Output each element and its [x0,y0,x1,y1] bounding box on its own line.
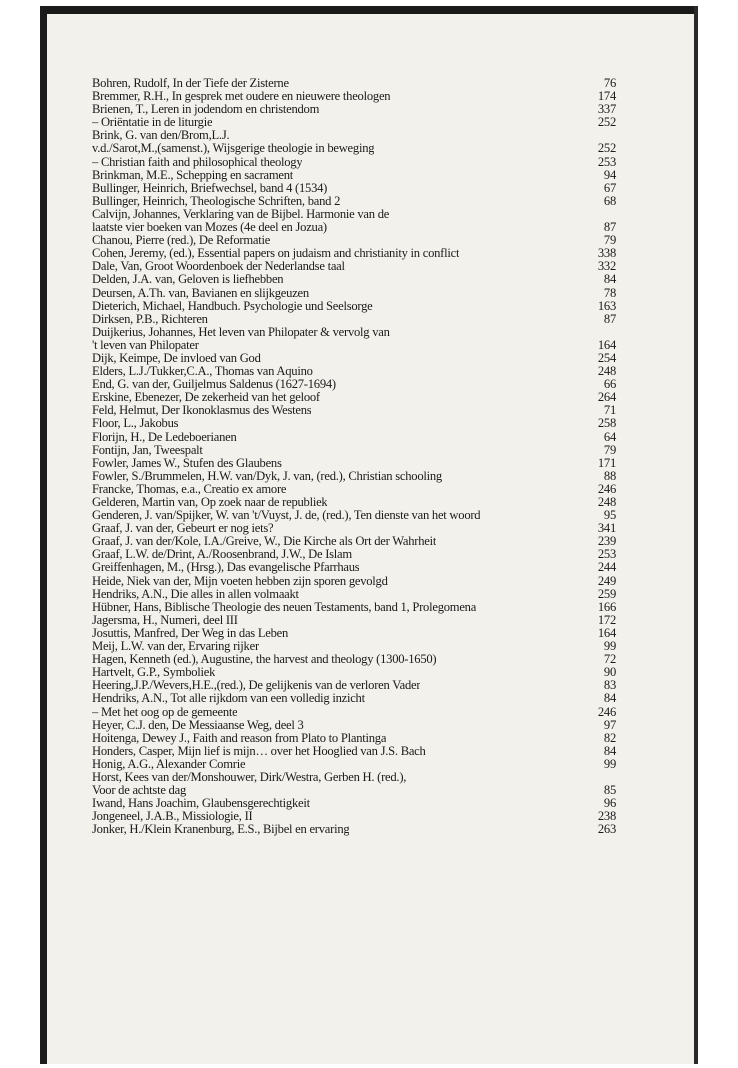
index-entry [92,797,616,810]
index-entry [92,103,616,116]
index-entry [92,208,616,221]
entry-page-number: 83 [603,678,616,693]
entry-text: Graaf, J. van der/Kole, I.A./Greive, W., Die Kirche als Ort der Wahrheit [92,535,437,549]
index-entry [92,300,616,313]
index-entry [92,352,616,365]
entry-page-number: 87 [603,311,616,326]
entry-page-number: 76 [603,76,616,90]
entry-text: Jonker, H./Klein Kranenburg, E.S., Bijbel en ervaring [92,823,350,837]
entry-page-number: 99 [603,756,616,771]
index-entry [92,326,616,339]
entry-text: Graaf, L.W. de/Drint, A./Roosenbrand, J.W., De Islam [92,548,352,562]
index-entry [92,457,616,470]
index-entry [92,287,616,300]
entry-page-number: 248 [597,364,616,379]
index-entry [92,169,616,182]
entry-text: End, G. van der, Guiljelmus Saldenus (1627-1694) [92,378,336,392]
entry-page-number: 254 [597,350,616,365]
entry-page-number: 338 [597,246,616,261]
entry-text: Honders, Casper, Mijn lief is mijn… over het Hooglied van J.S. Bach [92,744,426,758]
entry-page-number: 253 [597,547,616,562]
entry-page-number: 67 [603,180,616,195]
entry-text: Brink, G. van den/Brom,L.J. [92,129,230,143]
entry-page-number: 246 [597,481,616,496]
entry-text: Elders, L.J./Tukker,C.A., Thomas van Aquino [92,365,313,379]
index-entry [92,195,616,208]
entry-page-number: 82 [603,730,616,745]
entry-text: Bullinger, Heinrich, Theologische Schriften, band 2 [92,194,341,208]
index-entry [92,810,616,823]
entry-text: Gelderen, Martin van, Op zoek naar de republiek [92,496,328,509]
entry-page-number: 337 [597,102,616,117]
entry-page-number: 85 [603,783,616,798]
index-entry [92,417,616,430]
entry-text: Dale, Van, Groot Woordenboek der Nederlandse taal [92,260,345,274]
index-entry [92,575,616,588]
entry-text: Francke, Thomas, e.a., Creatio ex amore [92,482,287,496]
index-entry [92,444,616,457]
index-entry [92,431,616,444]
entry-page-number: 263 [597,822,616,837]
entry-text: Jagersma, H., Numeri, deel III [92,613,238,627]
index-entry [92,614,616,627]
entry-text: Hagen, Kenneth (ed.), Augustine, the harvest and theology (1300-1650) [92,653,437,667]
index-entry [92,706,616,719]
entry-text: Dieterich, Michael, Handbuch. Psychologie und Seelsorge [92,299,373,313]
index-entry [92,561,616,574]
entry-text: Brienen, T., Leren in jodendom en christendom [92,103,320,117]
entry-text: Hübner, Hans, Biblische Theologie des neuen Testaments, band 1, Prolegomena [92,600,477,614]
scan-border-top [40,6,698,14]
entry-page-number: 84 [603,691,616,706]
entry-text: Cohen, Jeremy, (ed.), Essential papers on judaism and christianity in conflict [92,247,460,261]
index-entry [92,365,616,378]
entry-page-number: 94 [603,167,616,182]
entry-text: – Met het oog op de gemeente [92,705,238,719]
entry-text: Deursen, A.Th. van, Bavianen en slijkgeuzen [92,286,309,300]
entry-page-number: 174 [597,89,616,104]
entry-page-number: 246 [597,704,616,719]
index-entry [92,823,616,836]
entry-page-number: 66 [603,377,616,392]
entry-text: Hoitenga, Dewey J., Faith and reason from Plato to Plantinga [92,731,387,745]
index-entry [92,391,616,404]
entry-text: – Oriëntatie in de liturgie [92,116,213,130]
index-entry [92,601,616,614]
entry-text: Iwand, Hans Joachim, Glaubensgerechtigkeit [92,797,310,811]
index-entry [92,627,616,640]
index-entry [92,745,616,758]
index-entry [92,679,616,692]
entry-page-number: 84 [603,272,616,287]
entry-text: Fowler, S./Brummelen, H.W. van/Dyk, J. van, (red.), Christian schooling [92,469,442,483]
entry-text: Erskine, Ebenezer, De zekerheid van het geloof [92,391,320,405]
entry-page-number: 64 [603,429,616,444]
entry-page-number: 238 [597,809,616,824]
index-entry [92,221,616,234]
index-entry [92,653,616,666]
entry-page-number: 88 [603,468,616,483]
index-entry [92,666,616,679]
entry-page-number: 252 [597,115,616,130]
index-entry [92,496,616,509]
entry-text: 't leven van Philopater [92,338,199,352]
index-entry [92,509,616,522]
entry-text: Brinkman, M.E., Schepping en sacrament [92,168,294,182]
entry-text: laatste vier boeken van Mozes (4e deel en Jozua) [92,221,327,235]
entry-text: Bullinger, Heinrich, Briefwechsel, band 4 (1534) [92,181,328,195]
entry-page-number: 78 [603,285,616,300]
index-entry [92,404,616,417]
entry-text: Honig, A.G., Alexander Comrie [92,757,246,771]
index-entry [92,129,616,142]
entry-text: Fontijn, Jan, Tweespalt [92,443,203,457]
entry-text: Josuttis, Manfred, Der Weg in das Leben [92,626,289,640]
entry-text: v.d./Sarot,M.,(samenst.), Wijsgerige theologie in beweging [92,142,375,156]
index-entry [92,339,616,352]
entry-page-number: 95 [603,508,616,523]
book-index-list [92,77,616,836]
entry-text: Heering,J.P./Wevers,H.E.,(red.), De gelijkenis van de verloren Vader [92,679,421,693]
index-entry [92,640,616,653]
entry-page-number: 79 [603,442,616,457]
entry-page-number: 172 [597,612,616,627]
entry-text: Floor, L., Jakobus [92,417,179,431]
scan-border-right [694,6,698,1064]
index-entry [92,758,616,771]
index-entry [92,732,616,745]
entry-page-number: 90 [603,665,616,680]
entry-page-number: 71 [603,403,616,418]
entry-text: Hendriks, A.N., Tot alle rijkdom van een volledig inzicht [92,692,365,706]
index-entry [92,156,616,169]
entry-text: Feld, Helmut, Der Ikonoklasmus des Westens [92,404,312,418]
index-entry [92,771,616,784]
entry-page-number: 84 [603,743,616,758]
entry-text: Hartvelt, G.P., Symboliek [92,666,216,680]
entry-text: – Christian faith and philosophical theology [92,155,303,169]
index-entry [92,234,616,247]
entry-text: Fowler, James W., Stufen des Glaubens [92,456,282,470]
entry-page-number: 258 [597,416,616,431]
index-entry [92,247,616,260]
index-entry [92,719,616,732]
entry-page-number: 341 [597,521,616,536]
entry-page-number: 249 [597,573,616,588]
entry-page-number: 87 [603,220,616,235]
entry-text: Bremmer, R.H., In gesprek met oudere en nieuwere theologen [92,90,391,104]
index-entry [92,182,616,195]
entry-page-number: 248 [597,495,616,509]
entry-text: Heyer, C.J. den, De Messiaanse Weg, deel 3 [92,718,304,732]
entry-page-number: 171 [597,455,616,470]
index-entry [92,588,616,601]
index-entry [92,522,616,535]
entry-text: Genderen, J. van/Spijker, W. van 't/Vuyst, J. de, (red.), Ten dienste van het woord [92,509,481,523]
index-entry [92,142,616,155]
index-entry [92,470,616,483]
index-entry [92,273,616,286]
entry-page-number: 163 [597,298,616,313]
index-entry [92,116,616,129]
entry-text: Calvijn, Johannes, Verklaring van de Bijbel. Harmonie van de [92,207,390,221]
entry-page-number: 96 [603,796,616,811]
entry-text: Bohren, Rudolf, In der Tiefe der Zisterne [92,77,289,90]
entry-page-number: 164 [597,337,616,352]
entry-page-number: 239 [597,534,616,549]
index-entry [92,77,616,90]
entry-text: Hendriks, A.N., Die alles in allen volmaakt [92,587,299,601]
entry-page-number: 332 [597,259,616,274]
index-entry [92,313,616,326]
index-entry [92,535,616,548]
entry-text: Meij, L.W. van der, Ervaring rijker [92,640,259,654]
entry-page-number: 253 [597,154,616,169]
entry-text: Delden, J.A. van, Geloven is liefhebben [92,273,284,287]
entry-page-number: 79 [603,233,616,248]
entry-page-number: 166 [597,599,616,614]
entry-page-number: 97 [603,717,616,732]
entry-text: Dijk, Keimpe, De invloed van God [92,351,261,365]
entry-text: Dirksen, P.B., Richteren [92,312,208,326]
entry-text: Chanou, Pierre (red.), De Reformatie [92,234,271,248]
entry-page-number: 99 [603,639,616,654]
entry-page-number: 259 [597,586,616,601]
index-entry [92,548,616,561]
entry-text: Voor de achtste dag [92,784,186,798]
index-entry [92,90,616,103]
entry-page-number: 68 [603,193,616,208]
entry-page-number: 164 [597,625,616,640]
index-entry [92,483,616,496]
index-entry [92,378,616,391]
entry-page-number: 72 [603,652,616,667]
index-entry [92,260,616,273]
index-entry [92,692,616,705]
entry-page-number: 244 [597,560,616,575]
entry-text: Greiffenhagen, M., (Hrsg.), Das evangelische Pfarrhaus [92,561,360,575]
entry-text: Horst, Kees van der/Monshouwer, Dirk/Westra, Gerben H. (red.), [92,770,407,784]
entry-text: Jongeneel, J.A.B., Missiologie, II [92,810,253,824]
entry-text: Heide, Niek van der, Mijn voeten hebben zijn sporen gevolgd [92,574,388,588]
scan-border-left [40,6,47,1064]
entry-text: Florijn, H., De Ledeboerianen [92,430,237,444]
index-entry [92,784,616,797]
entry-text: Duijkerius, Johannes, Het leven van Philopater & vervolg van [92,325,390,339]
entry-page-number: 252 [597,141,616,156]
entry-page-number: 264 [597,390,616,405]
entry-text: Graaf, J. van der, Gebeurt er nog iets? [92,522,274,536]
